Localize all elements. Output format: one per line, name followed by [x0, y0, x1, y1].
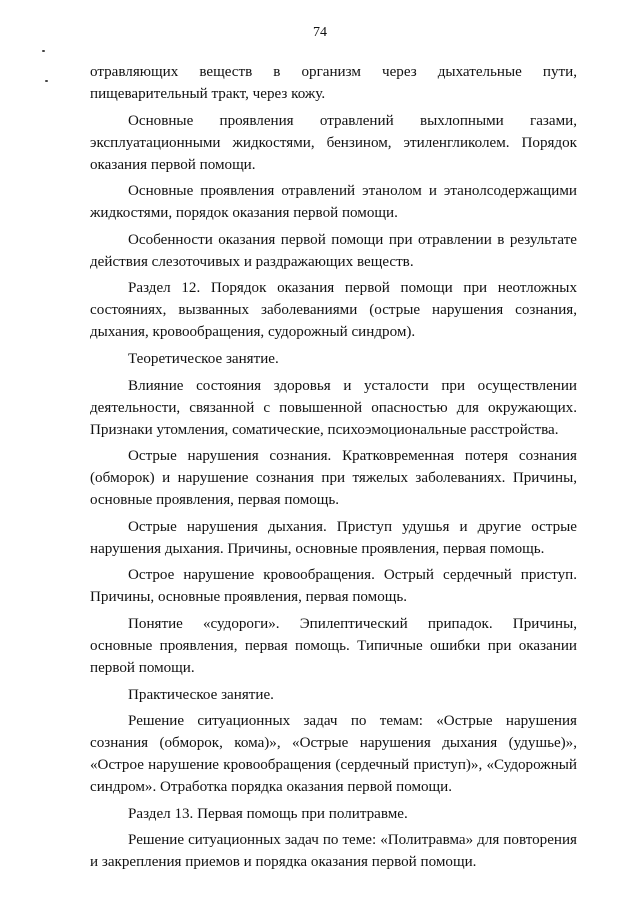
paragraph: Решение ситуационных задач по темам: «Острые нарушения сознания (обморок, кома)», «Острые нарушения дыхания (удушье)», «Острое нарушение кровообращения (сердечный приступ)», «Судорожный синдром». Отработка порядка оказания первой помощи. — [90, 713, 577, 796]
scan-mark — [45, 80, 48, 82]
page-number: 74 — [313, 25, 327, 40]
paragraph: Влияние состояния здоровья и усталости при осуществлении деятельности, связанной с повышенной опасностью для окружающих. Признаки утомления, соматические, психоэмоциональные расстройства. — [90, 377, 577, 438]
lesson-type-label: Практическое занятие. — [128, 686, 274, 703]
paragraph: Основные проявления отравлений выхлопными газами, эксплуатационными жидкостями, бензином, этиленгликолем. Порядок оказания первой помощи. — [90, 112, 577, 173]
paragraph: Решение ситуационных задач по теме: «Политравма» для повторения и закрепления приемов и порядка оказания первой помощи. — [90, 832, 577, 871]
paragraph: Особенности оказания первой помощи при отравлении в результате действия слезоточивых и раздражающих веществ. — [90, 231, 577, 270]
section-heading: Раздел 12. Порядок оказания первой помощи при неотложных состояниях, вызванных заболеваниями (острые нарушения сознания, дыхания, кровообращения, судорожный синдром). — [90, 280, 577, 341]
paragraph: Понятие «судороги». Эпилептический припадок. Причины, основные проявления, первая помощь. Типичные ошибки при оказании первой помощи. — [90, 615, 577, 676]
paragraph: Острое нарушение кровообращения. Острый сердечный приступ. Причины, основные проявления, первая помощь. — [90, 567, 577, 606]
lesson-type-label: Теоретическое занятие. — [128, 350, 279, 367]
paragraph: отравляющих веществ в организм через дыхательные пути, пищеварительный тракт, через кожу. — [90, 64, 577, 102]
paragraph: Острые нарушения сознания. Кратковременная потеря сознания (обморок) и нарушение сознания при тяжелых заболеваниях. Причины, основные проявления, первая помощь. — [90, 448, 577, 509]
document-body — [90, 61, 577, 878]
paragraph: Острые нарушения дыхания. Приступ удушья и другие острые нарушения дыхания. Причины, основные проявления, первая помощь. — [90, 518, 577, 557]
scan-mark — [42, 50, 45, 52]
paragraph: Основные проявления отравлений этанолом и этанолсодержащими жидкостями, порядок оказания первой помощи. — [90, 183, 577, 222]
section-heading: Раздел 13. Первая помощь при политравме. — [128, 805, 408, 822]
